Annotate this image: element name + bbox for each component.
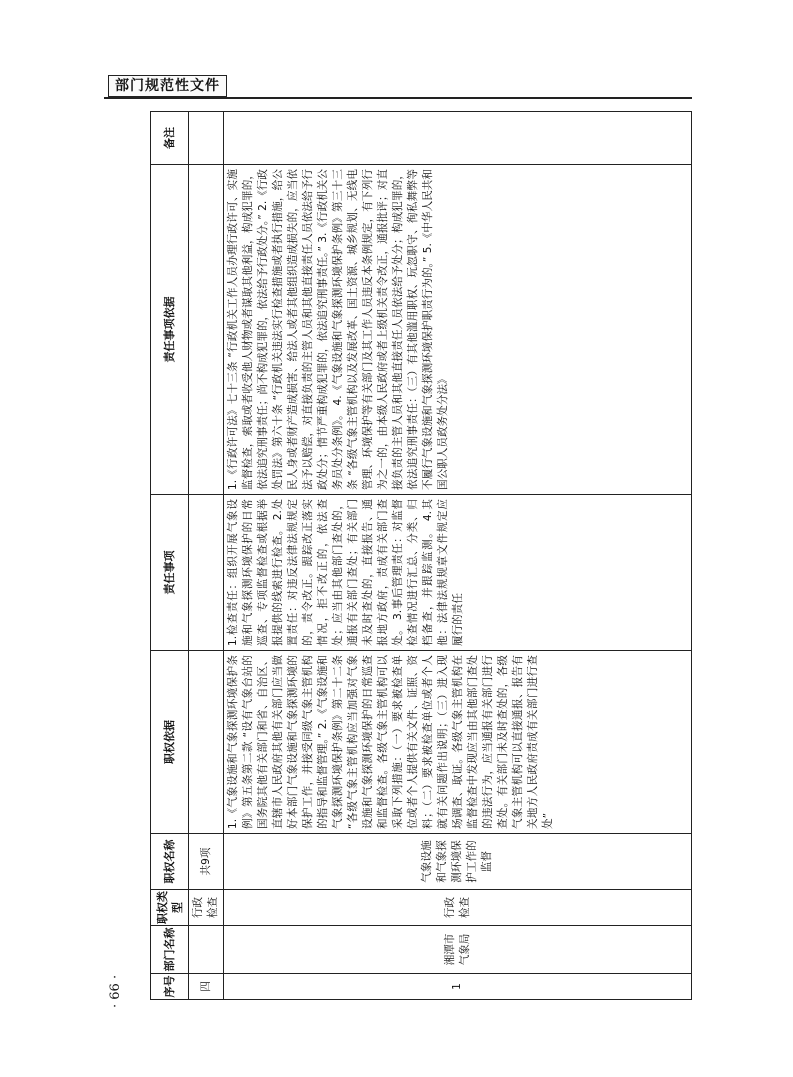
row-basis (224, 651, 692, 834)
row-name: 气象设施和气象探测环境保护工作的监督 (224, 834, 692, 890)
col-header-note: 备注 (151, 112, 189, 165)
row-duty-basis-text: 1.《行政许可法》七十三条 “行政机关工作人员办理行政许可、实施监督检查，索取或者收受他人财物或者谋取其他利益，构成犯罪的，依法追究刑事责任；尚不构成犯罪的，依法给予行政处分。” 2.《行政处罚法》第六十条 “行政机关违法实行检查措施或者执行措施，给公民人身或者财产造成损害、给法人或者其他组织造成损失的，应当依法予以赔偿，对直接负责的主管人员和其他直接责任人员依法给予行政处分；情节严重构成犯罪的，依法追究刑事责任。” 3.《行政机关公务员处分条例》。 4.《气象设施和气象探测环境保护条例》第三十三条 “各级气象主管机构以及发展改革、国土资源、城乡规划、无线电管理、环境保护等有关部门及其工作人员违反本条例规定，有下列行为之一的，由本级人民政府或者上级机关责令改正，通报批评；对直接负责的主管人员和其他直接责任人员依法给予处分；构成犯罪的，依法追究刑事责任：（三）有其他滥用职权、玩忽职守、徇私舞弊等不履行气象设施和气象探测环境保护职责行为的。” 5.《中华人民共和国公职人员政务处分法》 (227, 169, 449, 490)
section-count: 共9项 (189, 834, 224, 890)
col-header-basis: 职权依据 (151, 651, 189, 834)
header-rule (104, 97, 692, 99)
section-row (189, 112, 224, 1000)
col-header-duty-basis: 责任事项依据 (151, 165, 189, 495)
section-duties-cell (189, 495, 224, 651)
table-header-row (151, 112, 189, 1000)
page-number: · 66 · (108, 974, 123, 1008)
section-duty-basis-cell (189, 165, 224, 495)
row-basis-text: 1.《气象设施和气象探测环境保护条例》第五条第二款 “设有气象台站的国务院其他有关部门和省、自治区、直辖市人民政府其他有关部门应当做好本部门气象设施和气象探测环境的保护工作，并接受同级气象主管机构的指导和监督管理。” 2.《气象设施和气象探测环境保护条例》第二十二条 “各级气象主管机构应当加强对气象设施和气象探测环境保护的日常巡查和监督检查。各级气象主管机构可以采取下列措施：（一）要求被检查单位或者个人提供有关文件、证照、资料；（二）要求被检查单位或者个人就有关问题作出说明；（三）进入现场调查、取证。各级气象主管机构在监督检查中发现应当由其他部门查处的违法行为，应当通报有关部门进行查处。有关部门未及时查处的，各级气象主管机构可以直接通报、报告有关地方人民政府责成有关部门进行查处” (227, 655, 554, 829)
row-note (224, 112, 692, 165)
section-type: 行政检查 (189, 890, 224, 926)
table-row (224, 112, 692, 1000)
rotated-table-wrapper (150, 112, 692, 1000)
row-duty-basis (224, 165, 692, 495)
section-department-cell (189, 926, 224, 974)
col-header-type: 职权类型 (151, 890, 189, 926)
section-basis-cell (189, 651, 224, 834)
row-department: 湘潭市气象局 (224, 926, 692, 974)
col-header-department: 部门名称 (151, 926, 189, 974)
section-note-cell (189, 112, 224, 165)
row-type: 行政检查 (224, 890, 692, 926)
col-header-index: 序号 (151, 974, 189, 1000)
responsibility-table (150, 111, 692, 1000)
document-section-header: 部门规范性文件 (108, 75, 227, 97)
col-header-duties: 责任事项 (151, 495, 189, 651)
row-number: 1 (224, 974, 692, 1000)
section-number: 四 (189, 974, 224, 1000)
row-duties (224, 495, 692, 651)
col-header-name: 职权名称 (151, 834, 189, 890)
row-duties-text: 1.检查责任：组织开展气象设施和气象探测环境保护的日常巡查、专项监督检查或根据举报提供的线索进行检查。 2.处置责任：对违反法律法规规定的，责令改正。跟踪改正落实情况，拒不改正的，依法查处；应当由其他部门查处的，通报有关部门查处；有关部门未及时查处的，直接报告、通报地方政府，责成有关部门查处。 3.事后管理责任：对监督检查情况进行汇总、分类、归档备查，并跟踪监测。 4.其他：法律法规规章文件规定应履行的责任 (227, 499, 464, 646)
